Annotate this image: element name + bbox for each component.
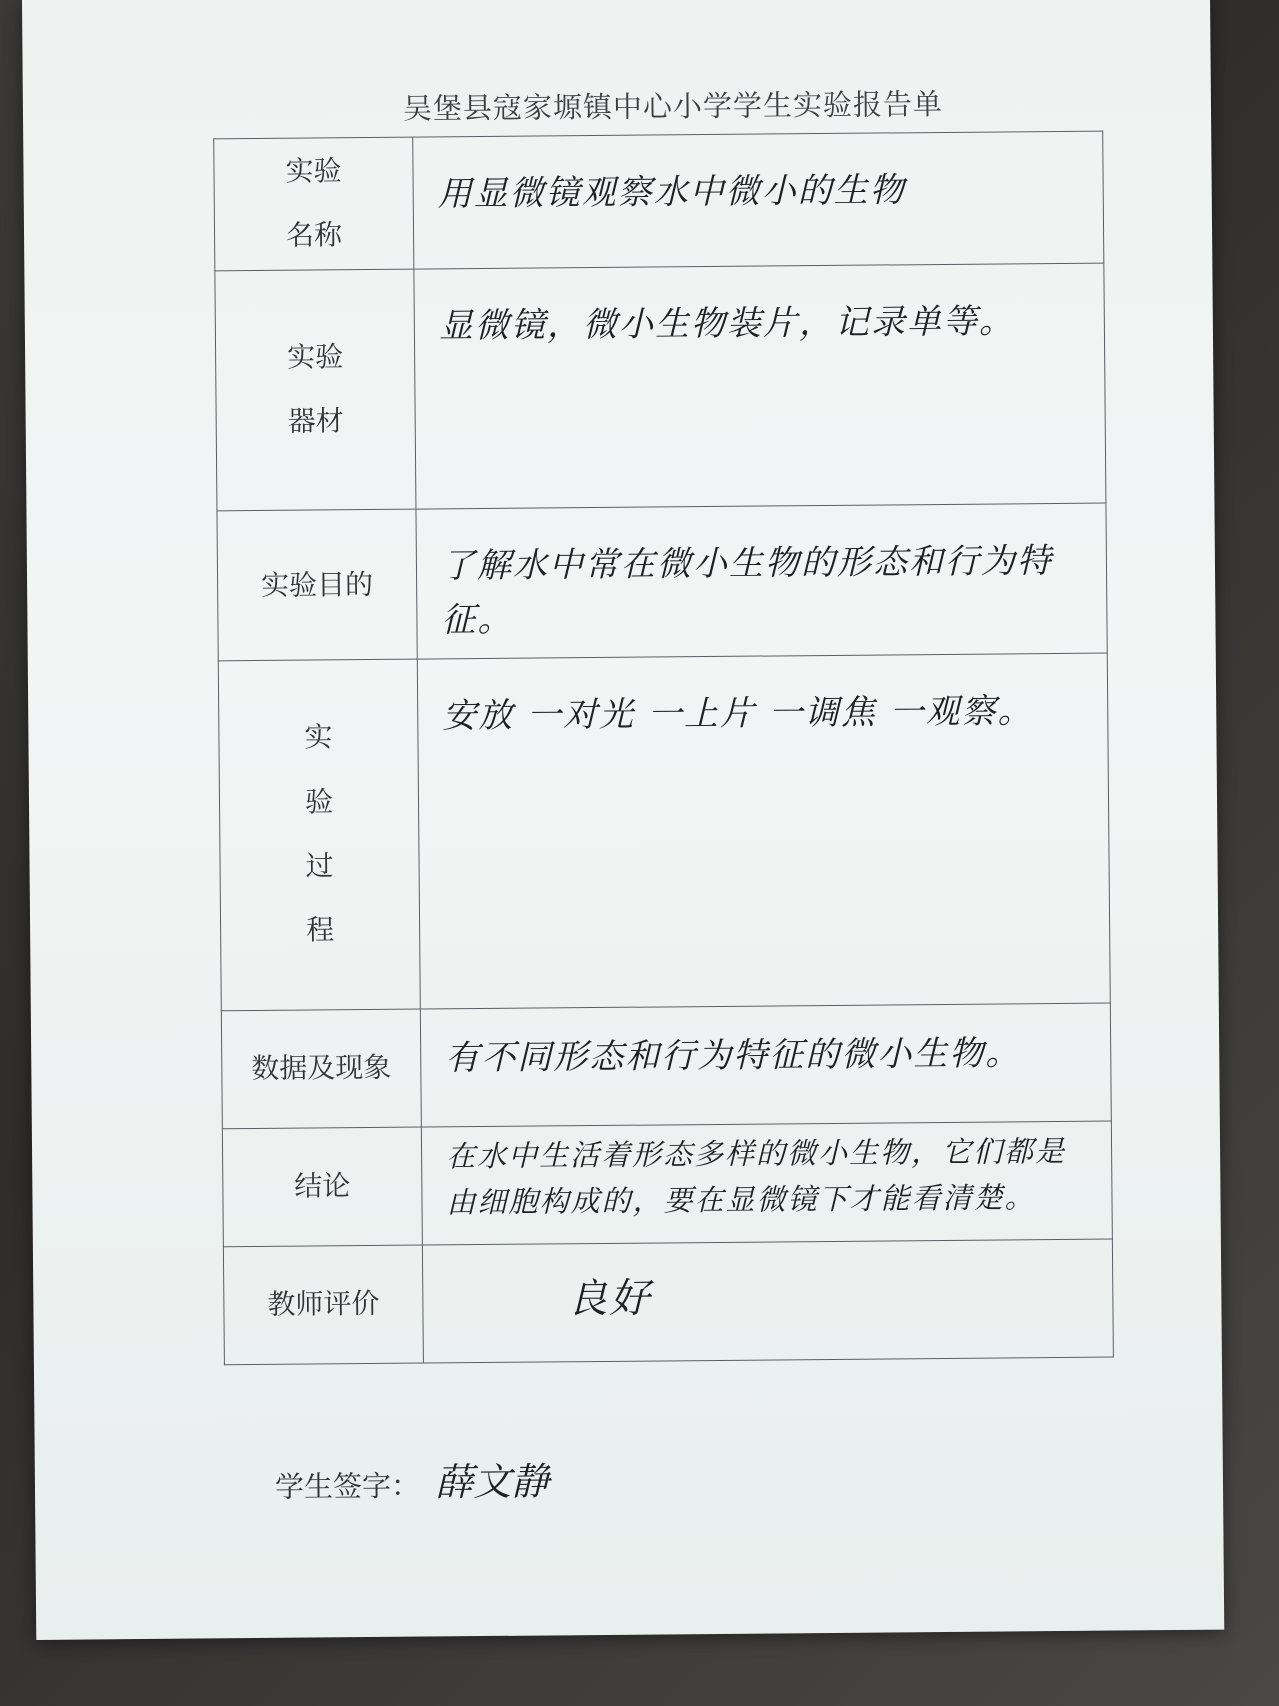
report-sheet: [22, 0, 1224, 1640]
table-row: [217, 503, 1107, 661]
report-title: 吴堡县寇家塬镇中心小学学生实验报告单: [402, 86, 944, 126]
label-experiment-name: 实验 名称: [214, 137, 414, 271]
table-row: [223, 1239, 1113, 1365]
teacher-evaluation-cell: [422, 1239, 1113, 1363]
label-data-phenomena: 数据及现象: [221, 1009, 421, 1129]
student-signature: 薛文静: [434, 1459, 550, 1505]
experiment-process-value: 安放 一对光 一上片 一调焦 一观察。: [417, 653, 1110, 1009]
label-experiment-equipment: 实验 器材: [215, 269, 416, 511]
label-experiment-process: 实 验 过 程: [218, 659, 420, 1011]
signature-label: 学生签字：: [274, 1468, 421, 1504]
label-teacher-evaluation: 教师评价: [223, 1245, 423, 1365]
table-row: [221, 1003, 1111, 1129]
data-phenomena-value: 有不同形态和行为特征的微小生物。: [420, 1003, 1111, 1127]
label-conclusion: 结论: [222, 1127, 422, 1247]
table-row: [214, 131, 1104, 271]
experiment-purpose-value: 了解水中常在微小生物的形态和行为特征。: [416, 503, 1107, 659]
experiment-name-value: 用显微镜观察水中微小的生物: [413, 131, 1104, 269]
conclusion-value: 在水中生活着形态多样的微小生物，它们都是由细胞构成的，要在显微镜下才能看清楚。: [421, 1121, 1112, 1245]
table-row: [218, 653, 1110, 1011]
teacher-evaluation-value: 良好: [567, 1275, 652, 1322]
report-table: [213, 131, 1114, 1365]
table-row: [222, 1121, 1112, 1247]
table-row: [215, 263, 1106, 511]
label-experiment-purpose: 实验目的: [217, 509, 417, 661]
student-signature-row: [275, 1450, 550, 1507]
experiment-equipment-value: 显微镜，微小生物装片，记录单等。: [414, 263, 1106, 509]
